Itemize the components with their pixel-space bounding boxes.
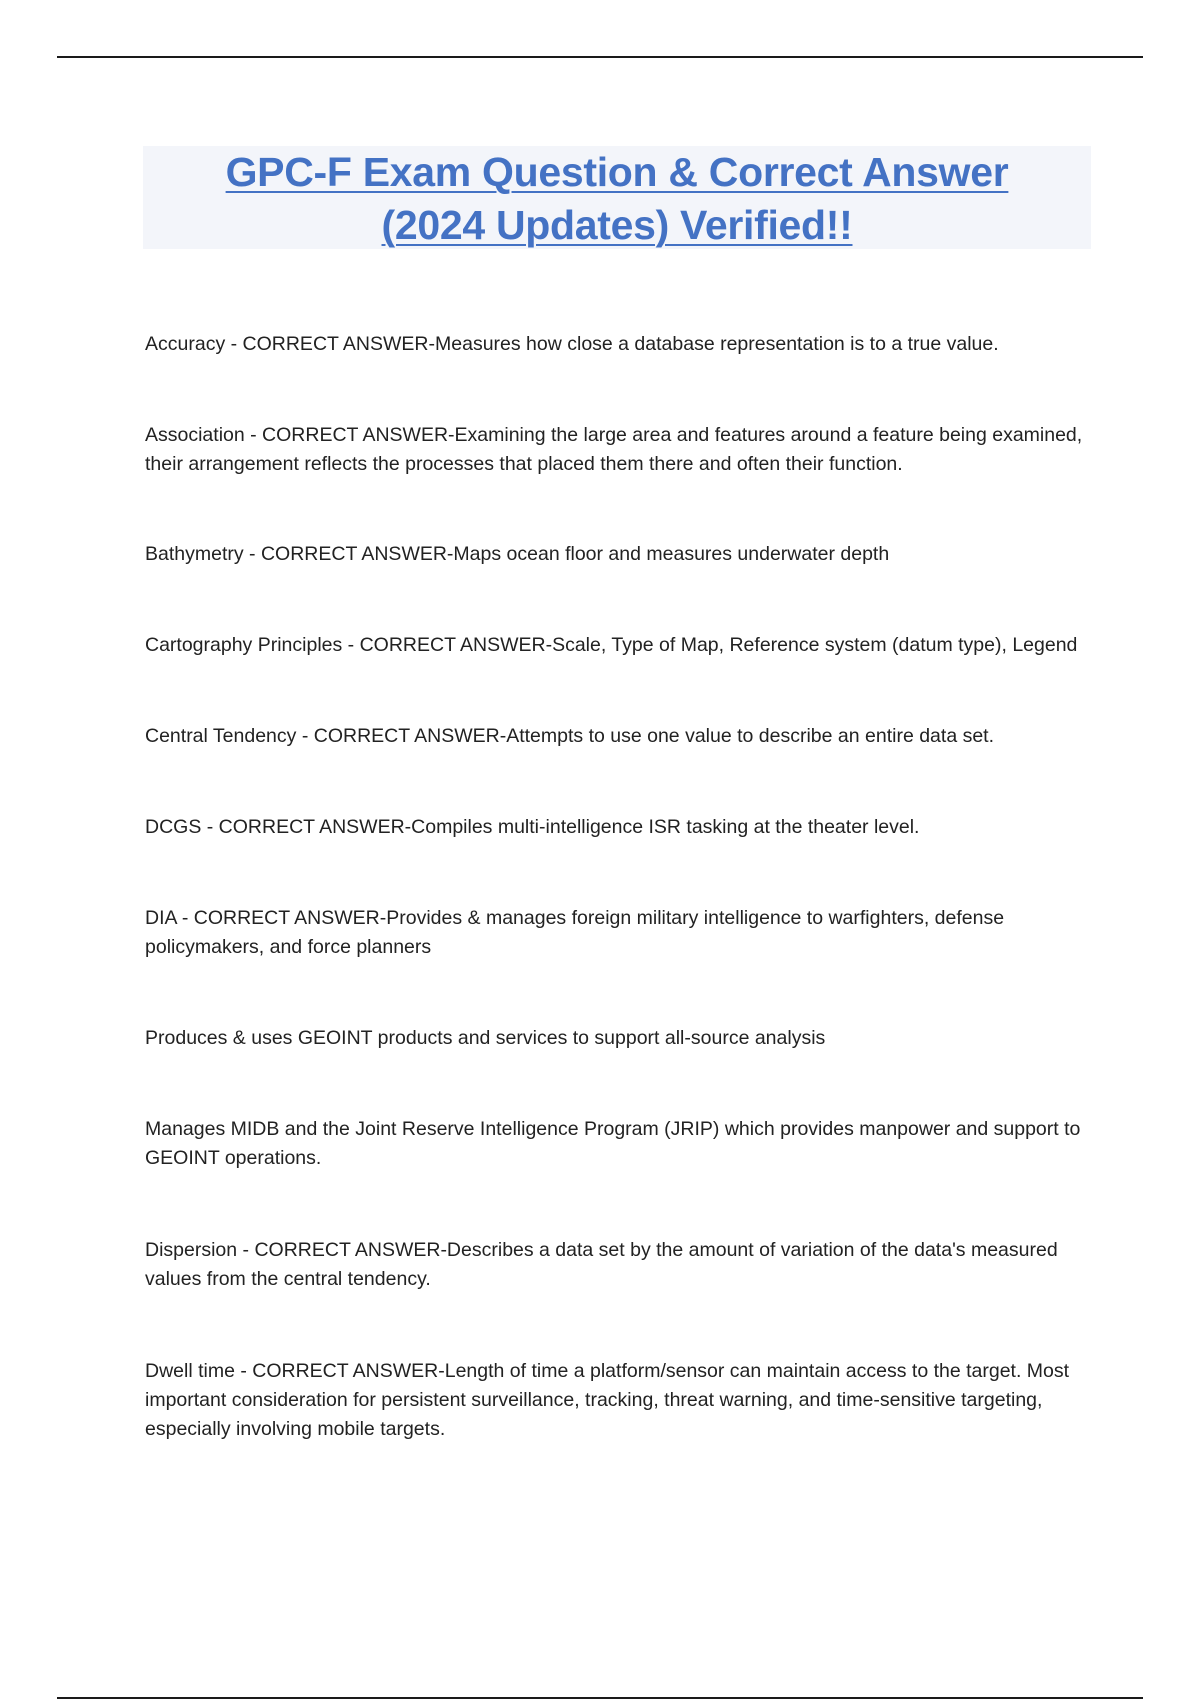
title-line-2: (2024 Updates) Verified!! (381, 202, 853, 248)
entry-association: Association - CORRECT ANSWER-Examining the large area and features around a feature being examined, their arrangement reflects the processes that placed them there and often their function. (145, 424, 1083, 475)
entry-cartography-principles: Cartography Principles - CORRECT ANSWER-Scale, Type of Map, Reference system (datum type), Legend (145, 634, 1078, 656)
entry-accuracy: Accuracy - CORRECT ANSWER-Measures how close a database representation is to a true value. (145, 333, 999, 355)
entry-dispersion: Dispersion - CORRECT ANSWER-Describes a data set by the amount of variation of the data's measured values from the central tendency. (145, 1239, 1058, 1290)
top-rule (57, 56, 1143, 58)
entry-dia-midb: Manages MIDB and the Joint Reserve Intelligence Program (JRIP) which provides manpower and support to GEOINT operations. (145, 1118, 1081, 1169)
title-line-1: GPC-F Exam Question & Correct Answer (225, 149, 1009, 195)
entry-dia-geoint: Produces & uses GEOINT products and services to support all-source analysis (145, 1027, 826, 1049)
bottom-rule (57, 1697, 1143, 1699)
title-banner (143, 146, 1091, 249)
entry-bathymetry: Bathymetry - CORRECT ANSWER-Maps ocean floor and measures underwater depth (145, 543, 890, 565)
entry-central-tendency: Central Tendency - CORRECT ANSWER-Attempts to use one value to describe an entire data set. (145, 725, 995, 747)
entry-dwell-time: Dwell time - CORRECT ANSWER-Length of time a platform/sensor can maintain access to the target. Most important consideration for persistent surveillance, tracking, threat warning, and time-sensitive targeting, especially involving mobile targets. (145, 1360, 1070, 1440)
entry-dcgs: DCGS - CORRECT ANSWER-Compiles multi-intelligence ISR tasking at the theater level. (145, 816, 920, 838)
entry-dia: DIA - CORRECT ANSWER-Provides & manages foreign military intelligence to warfighters, defense policymakers, and force planners (145, 907, 1005, 958)
